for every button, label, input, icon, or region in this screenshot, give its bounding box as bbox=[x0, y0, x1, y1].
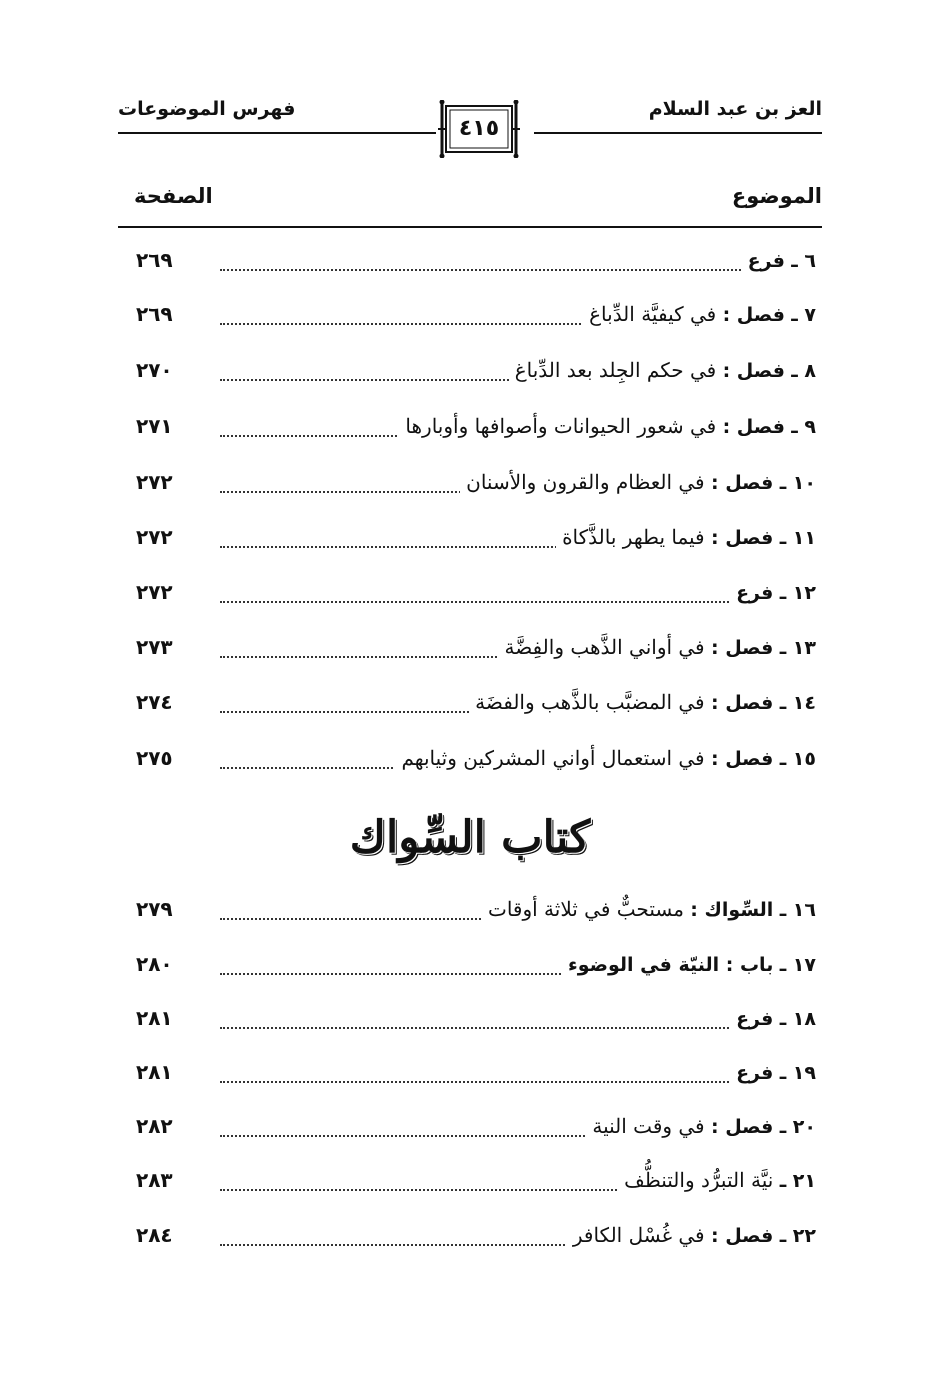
entry-text: في أواني الذَّهب والفِضَّة bbox=[504, 635, 705, 659]
entry-lead: فصل : bbox=[722, 416, 785, 438]
entry-lead: فرع bbox=[747, 250, 785, 272]
entry-page: ٢٦٩ bbox=[136, 248, 173, 272]
entry-lead: فرع bbox=[736, 1008, 774, 1030]
entry-page: ٢٨٤ bbox=[136, 1223, 173, 1247]
entry-page: ٢٨١ bbox=[136, 1006, 173, 1030]
entry-title bbox=[562, 952, 816, 976]
entry-number: ٢٢ ـ bbox=[779, 1225, 816, 1247]
entry-text: في حكم الجِلد بعد الدِّباغ bbox=[514, 358, 717, 382]
entry-page: ٢٧٩ bbox=[136, 897, 173, 921]
entry-text: في غُسْل الكافر bbox=[572, 1223, 705, 1247]
toc-entry bbox=[118, 466, 822, 506]
toc-entry bbox=[118, 576, 822, 616]
leader-dots bbox=[220, 1081, 816, 1083]
entry-text: مستحبٌّ في ثلاثة أوقات bbox=[487, 897, 684, 921]
entry-number: ١٢ ـ bbox=[779, 582, 816, 604]
page-number: ٤١٥ bbox=[458, 116, 500, 141]
entry-title bbox=[399, 414, 816, 438]
entry-lead: فصل : bbox=[710, 748, 774, 770]
leader-dots bbox=[220, 601, 816, 603]
entry-title bbox=[395, 746, 816, 770]
entry-number: ١٦ ـ bbox=[779, 899, 816, 921]
entry-number: ٩ ـ bbox=[791, 416, 816, 438]
entry-number: ٢٠ ـ bbox=[779, 1116, 816, 1138]
column-page-label: الصفحة bbox=[134, 184, 213, 208]
entry-title bbox=[742, 248, 816, 272]
entry-number: ٨ ـ bbox=[791, 360, 816, 382]
section-heading-text: كتاب السِّواك bbox=[349, 812, 591, 863]
toc-entry bbox=[118, 631, 822, 671]
entry-lead: فصل : bbox=[722, 360, 785, 382]
entry-page: ٢٧٥ bbox=[136, 746, 173, 770]
section-title: فهرس الموضوعات bbox=[118, 98, 296, 120]
toc-entry bbox=[118, 1110, 822, 1150]
entry-text: في شعور الحيوانات وأصوافها وأوبارها bbox=[405, 414, 717, 438]
entry-page: ٢٨١ bbox=[136, 1060, 173, 1084]
entry-lead: فصل : bbox=[710, 692, 774, 714]
header-rule-right bbox=[534, 132, 822, 134]
entry-lead: فرع bbox=[736, 582, 774, 604]
entry-lead: باب : النيّة في الوضوء bbox=[568, 954, 774, 976]
entry-number: ١١ ـ bbox=[779, 527, 816, 549]
entry-text: في المضبَّب بالذَّهب والفضَة bbox=[475, 690, 705, 714]
entry-number: ١٧ ـ bbox=[779, 954, 816, 976]
entry-lead: فصل : bbox=[710, 1116, 774, 1138]
entry-page: ٢٧٤ bbox=[136, 690, 173, 714]
entry-title bbox=[567, 1223, 816, 1247]
entry-text: في وقت النية bbox=[592, 1114, 705, 1138]
entry-page: ٢٧٣ bbox=[136, 635, 173, 659]
entry-number: ١٣ ـ bbox=[779, 637, 816, 659]
entry-number: ٧ ـ bbox=[791, 304, 816, 326]
entry-text: في العظام والقرون والأسنان bbox=[466, 470, 705, 494]
entry-text: في استعمال أواني المشركين وثيابهم bbox=[401, 746, 705, 770]
entry-page: ٢٧٠ bbox=[136, 358, 173, 382]
entry-page: ٢٦٩ bbox=[136, 302, 173, 326]
entry-title bbox=[509, 358, 816, 382]
header-rule-left bbox=[118, 132, 436, 134]
toc-entry bbox=[118, 893, 822, 933]
page-number-frame bbox=[438, 100, 520, 158]
entry-title bbox=[583, 302, 816, 326]
entry-number: ١٨ ـ bbox=[779, 1008, 816, 1030]
toc-entry bbox=[118, 521, 822, 561]
entry-title bbox=[730, 580, 816, 604]
toc-entry bbox=[118, 742, 822, 782]
entry-title bbox=[482, 897, 816, 921]
toc-entry bbox=[118, 1002, 822, 1042]
entry-title bbox=[618, 1168, 816, 1192]
entry-number: ١٩ ـ bbox=[779, 1062, 816, 1084]
entry-page: ٢٧١ bbox=[136, 414, 173, 438]
entry-lead: فرع bbox=[736, 1062, 774, 1084]
leader-dots bbox=[220, 269, 816, 271]
entry-lead: فصل : bbox=[710, 472, 774, 494]
entry-page: ٢٧٢ bbox=[136, 470, 173, 494]
entry-number: ١٠ ـ bbox=[779, 472, 816, 494]
toc-entry bbox=[118, 1164, 822, 1204]
entry-page: ٢٨٣ bbox=[136, 1168, 173, 1192]
author-name: العز بن عبد السلام bbox=[648, 98, 822, 120]
entry-page: ٢٧٢ bbox=[136, 580, 173, 604]
entry-title bbox=[730, 1060, 816, 1084]
entry-lead: السِّواك : bbox=[690, 899, 774, 921]
entry-page: ٢٧٢ bbox=[136, 525, 173, 549]
section-heading bbox=[340, 798, 600, 882]
toc-entry bbox=[118, 948, 822, 988]
toc-entry bbox=[118, 686, 822, 726]
column-header bbox=[118, 174, 822, 228]
entry-number: ١٥ ـ bbox=[779, 748, 816, 770]
entry-text: فيما يطهر بالذَّكاة bbox=[562, 525, 705, 549]
entry-number: ١٤ ـ bbox=[779, 692, 816, 714]
column-topic-label: الموضوع bbox=[731, 184, 822, 208]
entry-title bbox=[498, 635, 816, 659]
toc-entry bbox=[118, 244, 822, 284]
entry-text: نيَّة التبرُّد والتنظُّف bbox=[624, 1168, 774, 1192]
toc-entry bbox=[118, 410, 822, 450]
entry-text: في كيفيَّة الدِّباغ bbox=[589, 302, 717, 326]
entry-lead: فصل : bbox=[710, 1225, 774, 1247]
toc-entry bbox=[118, 298, 822, 338]
entry-title bbox=[469, 690, 816, 714]
entry-title bbox=[586, 1114, 816, 1138]
entry-number: ٦ ـ bbox=[791, 250, 816, 272]
entry-number: ٢١ ـ bbox=[779, 1170, 816, 1192]
toc-entry bbox=[118, 354, 822, 394]
entry-title bbox=[460, 470, 816, 494]
toc-entry bbox=[118, 1219, 822, 1259]
entry-page: ٢٨٠ bbox=[136, 952, 173, 976]
entry-title bbox=[556, 525, 816, 549]
entry-lead: فصل : bbox=[722, 304, 785, 326]
entry-title bbox=[730, 1006, 816, 1030]
entry-page: ٢٨٢ bbox=[136, 1114, 173, 1138]
entry-lead: فصل : bbox=[710, 527, 774, 549]
running-header bbox=[118, 92, 822, 162]
entry-lead: فصل : bbox=[710, 637, 774, 659]
leader-dots bbox=[220, 1027, 816, 1029]
toc-entry bbox=[118, 1056, 822, 1096]
